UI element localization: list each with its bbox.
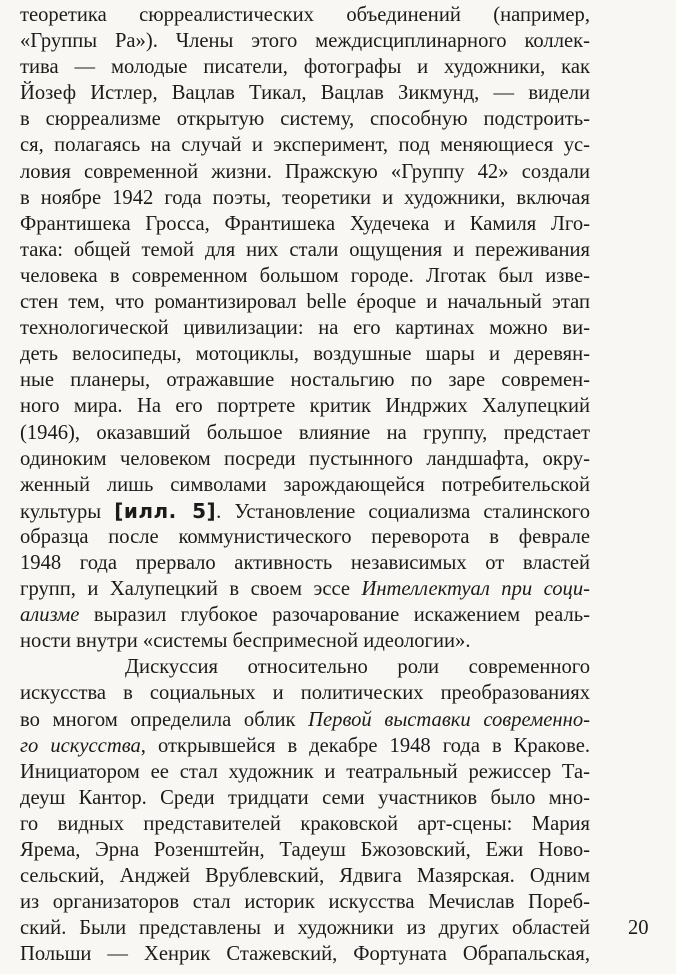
text-fragment: во многом определила облик (20, 708, 309, 731)
text-line (20, 707, 590, 733)
text-line: технологической цивилизации: на его картинах можно ви- (20, 317, 590, 340)
illustration-reference: [илл. 5] (114, 498, 217, 523)
text-line: 1948 года прервало активность независимых от властей (20, 551, 590, 574)
text-line: Йозеф Истлер, Вацлав Тикал, Вацлав Зикмунд, — видели (20, 82, 590, 105)
italic-title: Первой выставки современно- (308, 708, 591, 731)
text-line: в сюрреализме открытую систему, способную подстроить- (20, 108, 590, 131)
text-line (20, 733, 590, 759)
text-line: Польши — Хенрик Стажевский, Фортуната Обрапальская, (20, 943, 590, 966)
text-line: «Группы Ра»). Члены этого междисциплинарного коллек- (20, 30, 590, 53)
text-line: го видных представителей краковской арт-сцены: Мария (20, 812, 590, 835)
text-fragment: . Установление социализма сталинского (216, 500, 591, 523)
text-fragment: , открывшейся в декабре 1948 года в Кракове. (140, 734, 590, 757)
text-fragment: культуры (20, 500, 115, 523)
text-line: женный лишь символами зарождающейся потребительской (20, 473, 590, 496)
text-line: из организаторов стал историк искусства Мечислав Пореб- (20, 891, 590, 914)
text-line: сельский, Анджей Врублевский, Ядвига Мазярская. Одним (20, 865, 590, 888)
text-fragment: групп, и Халупецкий в своем эссе (20, 578, 362, 601)
text-line: в ноябре 1942 года поэты, теоретики и художники, включая (20, 186, 590, 209)
body-text (20, 2, 590, 967)
text-line: теоретика сюрреалистических объединений (например, (20, 4, 590, 26)
text-line: деуш Кантор. Среди тридцати семи участников было мно- (20, 786, 590, 809)
text-line: стен тем, что романтизировал belle époque и начальный этап (20, 291, 590, 314)
text-line: образца после коммунистического переворота в феврале (20, 525, 590, 548)
italic-title: ализме (20, 604, 80, 627)
text-line: одиноким человеком посреди пустынного ландшафта, окру- (20, 447, 590, 470)
text-line: Франтишека Гросса, Франтишека Худечека и Камиля Лго- (20, 212, 590, 235)
page-number: 20 (628, 917, 649, 939)
text-line: ловия современной жизни. Пражскую «Группу 42» создали (20, 160, 590, 183)
italic-title: Интеллектуал при соци- (361, 578, 591, 601)
text-line: тива — молодые писатели, фотографы и художники, как (20, 56, 590, 79)
text-line: Инициатором ее стал художник и театральный режиссер Та- (20, 760, 590, 783)
text-line: человека в современном большом городе. Лготак был изве- (20, 264, 590, 287)
text-line: искусства в социальных и политических преобразованиях (20, 682, 590, 705)
text-line: ные планеры, отражавшие ностальгию по заре современ- (20, 369, 590, 392)
italic-title: го искусства (20, 734, 141, 757)
text-fragment: выразил глубокое разочарование искажением реаль- (79, 604, 590, 627)
text-line: ности внутри «системы беспримесной идеологии». (20, 630, 471, 653)
text-line: така: общей темой для них стали ощущения и переживания (20, 238, 590, 261)
text-line: ся, полагаясь на случай и эксперимент, под меняющиеся ус- (20, 134, 590, 157)
text-line: деть велосипеды, мотоциклы, воздушные шары и деревян- (20, 343, 590, 366)
text-line: (1946), оказавший большое влияние на группу, предстает (20, 421, 590, 444)
text-line (20, 576, 590, 602)
text-line (20, 498, 590, 524)
text-line: ский. Были представлены и художники из других областей (20, 917, 590, 940)
text-line: ного мира. На его портрете критик Индржих Халупецкий (20, 395, 590, 418)
text-line (20, 602, 590, 628)
text-line: Ярема, Эрна Розенштейн, Тадеуш Бжозовский, Ежи Ново- (20, 839, 590, 861)
paragraph-start-line: Дискуссия относительно роли современного (125, 656, 590, 679)
